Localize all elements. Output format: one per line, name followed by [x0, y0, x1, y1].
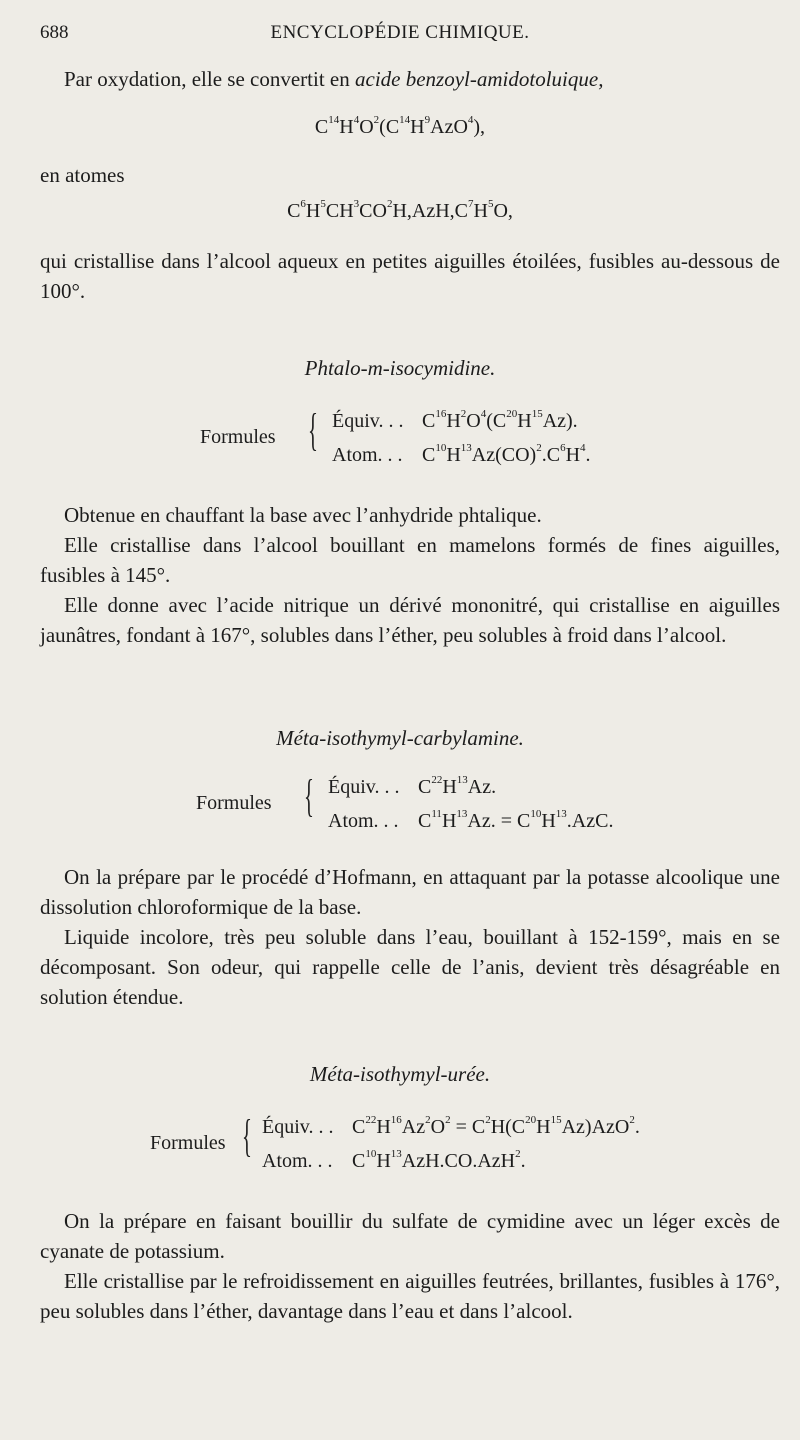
section-title: Phtalo-m-isocymidine.: [304, 356, 496, 380]
page-header: [40, 22, 760, 48]
brace-icon: {: [242, 1110, 252, 1161]
atom-row: [262, 1150, 526, 1173]
equiv-label: Équiv. . .: [332, 410, 404, 432]
paragraph: On la prépare par le procédé d’Hofmann, en attaquant par la potasse alcoolique une dissolution chloroformique de la base.: [40, 865, 780, 919]
atom-formula: $C^{10}H^{13}Az(CO)^2.C^6H^4$.: [422, 442, 591, 466]
paragraph: Elle cristallise dans l’alcool bouillant en mamelons formés de fines aiguilles, fusibles à 145°.: [40, 533, 780, 587]
acid-name: acide benzoyl-amidotoluique,: [355, 67, 604, 91]
brace-icon: {: [308, 404, 318, 455]
formules-label: Formules: [196, 792, 272, 814]
intro-text: Par oxydation, elle se convertit en: [64, 67, 355, 91]
equiv-row: [262, 1116, 640, 1139]
paragraph: Liquide incolore, très peu soluble dans l’eau, bouillant à 152-159°, mais en se décomposant. Son odeur, qui rappelle celle de l’anis, devient très désagréable en solution étendue.: [40, 925, 780, 1009]
paragraph: Elle cristallise par le refroidissement en aiguilles feutrées, brillantes, fusibles à 176°, peu solubles dans l’éther, davantage dans l’eau et dans l’alcool.: [40, 1269, 780, 1323]
formules-label: Formules: [200, 426, 276, 448]
formula-equiv: $C^{14}H^4O^2(C^{14}H^9AzO^4)$,: [314, 114, 486, 138]
intro-paragraph-2: qui cristallise dans l’alcool aqueux en petites aiguilles étoilées, fusibles au-dessous de 100°.: [40, 249, 780, 303]
brace-icon: {: [304, 770, 314, 821]
equiv-formula: $C^{22}H^{13}Az$.: [418, 774, 497, 798]
formula-atom: $C^6H^5CH^3CO^2H,AzH,C^7H^5O$,: [287, 198, 513, 222]
atom-formula: $C^{10}H^{13}AzH.CO.AzH^2$.: [352, 1148, 526, 1172]
formules-block: [196, 766, 756, 836]
paragraph: Obtenue en chauffant la base avec l’anhydride phtalique.: [64, 503, 542, 527]
equiv-formula: $C^{22}H^{16}Az^2O^2 = C^2H(C^{20}H^{15}Az)AzO^2$.: [352, 1114, 640, 1138]
equiv-row: [328, 776, 496, 799]
formules-block: [150, 1106, 770, 1176]
atom-label: Atom. . .: [332, 444, 403, 466]
en-atomes-label: en atomes: [40, 163, 125, 187]
intro-paragraph-1: [40, 64, 780, 94]
atom-formula: $C^{11}H^{13}Az$. = $C^{10}H^{13}.AzC$.: [418, 808, 614, 832]
atom-row: [332, 444, 591, 467]
page-number: 688: [40, 22, 69, 43]
atom-label: Atom. . .: [328, 810, 399, 832]
equiv-formula: $C^{16}H^2O^4(C^{20}H^{15}Az)$.: [422, 408, 578, 432]
equiv-label: Équiv. . .: [328, 776, 400, 798]
running-title: ENCYCLOPÉDIE CHIMIQUE.: [270, 22, 530, 43]
atom-label: Atom. . .: [262, 1150, 333, 1172]
equiv-label: Équiv. . .: [262, 1116, 334, 1138]
formules-block: [200, 400, 760, 470]
paragraph: Elle donne avec l’acide nitrique un dérivé mononitré, qui cristallise en aiguilles jaunâtres, fondant à 167°, solubles dans l’éther, peu solubles à froid dans l’alcool.: [40, 593, 780, 647]
formules-label: Formules: [150, 1132, 226, 1154]
paragraph: On la prépare en faisant bouillir du sulfate de cymidine avec un léger excès de cyanate de potassium.: [40, 1209, 780, 1263]
equiv-row: [332, 410, 578, 433]
section-title: Méta-isothymyl-carbylamine.: [276, 726, 524, 750]
section-title: Méta-isothymyl-urée.: [309, 1062, 491, 1086]
atom-row: [328, 810, 613, 833]
